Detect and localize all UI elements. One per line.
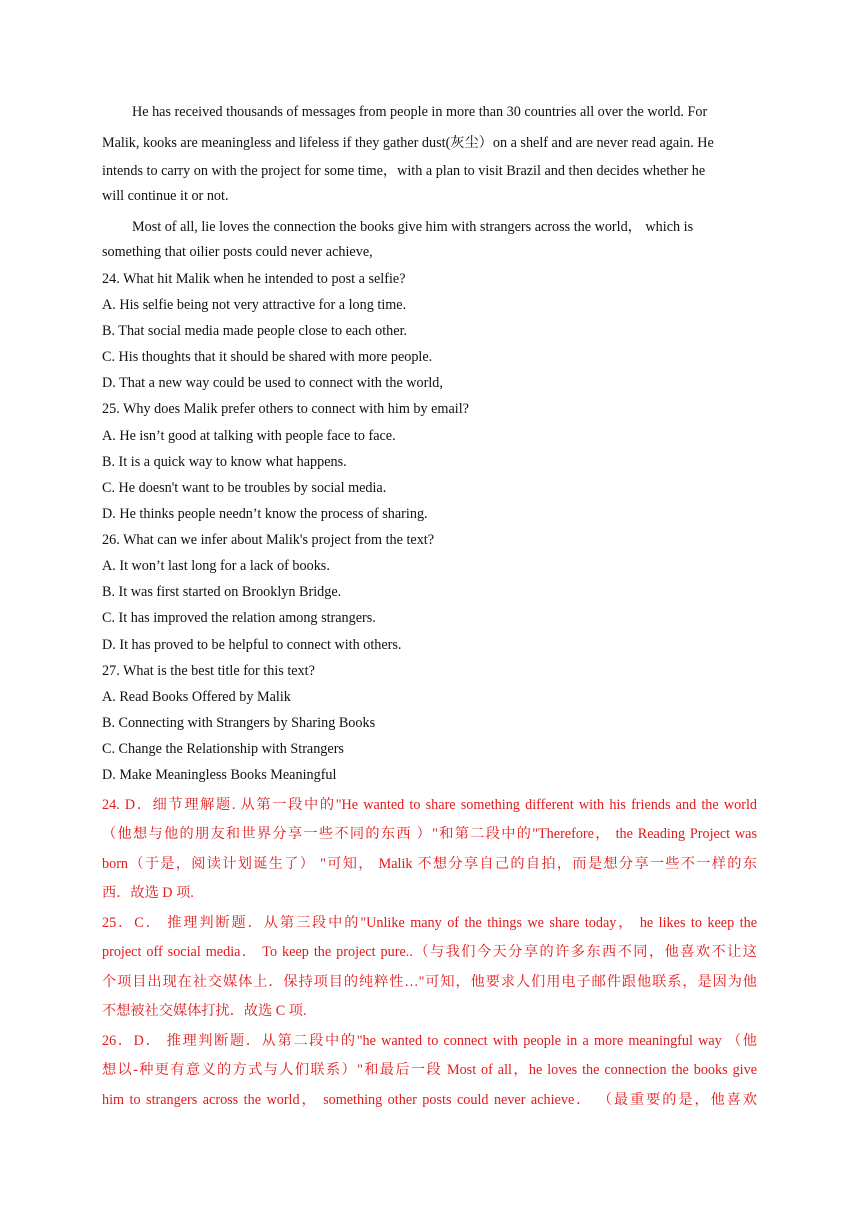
- passage-line: He has received thousands of messages from people in more than 30 countries all over the world. For: [132, 104, 708, 120]
- passage-line: intends to carry on with the project for some time，with a plan to visit Brazil and then decides whether he: [102, 163, 706, 179]
- answer-line: （他想与他的朋友和世界分享一些不同的东西 ）"和第二段中的"Therefore， the Reading Project was: [102, 826, 757, 842]
- question-stem: 27. What is the best title for this text?: [102, 663, 315, 679]
- answer-line: 不想被社交媒体打扰．故选 C 项.: [102, 1003, 307, 1019]
- question-option: B. Connecting with Strangers by Sharing Books: [102, 715, 376, 731]
- question-option: A. He isn’t good at talking with people face to face.: [102, 428, 396, 444]
- question-option: C. It has improved the relation among strangers.: [102, 610, 376, 626]
- question-option: A. His selfie being not very attractive for a long time.: [102, 297, 407, 313]
- answer-line: project off social media． To keep the project pure..（与我们今天分享的许多东西不同，他喜欢不让这: [102, 944, 757, 960]
- answer-line: 西．故选 D 项.: [102, 885, 194, 901]
- question-option: B. That social media made people close to each other.: [102, 323, 408, 339]
- question-stem: 26. What can we infer about Malik's project from the text?: [102, 532, 435, 548]
- question-option: A. It won’t last long for a lack of books.: [102, 558, 330, 574]
- question-option: B. It was first started on Brooklyn Bridge.: [102, 584, 342, 600]
- question-option: C. His thoughts that it should be shared with more people.: [102, 349, 433, 365]
- question-option: C. He doesn't want to be troubles by social media.: [102, 480, 387, 496]
- question-stem: 24. What hit Malik when he intended to post a selfie?: [102, 271, 406, 287]
- passage-line: will continue it or not.: [102, 188, 229, 204]
- answer-line: 想以-种更有意义的方式与人们联系）"和最后一段 Most of all，he loves the connection the books give: [102, 1062, 757, 1078]
- answer-line: 24. D．细节理解题. 从第一段中的"He wanted to share something different with his friends and the world: [102, 797, 757, 813]
- answer-line: him to strangers across the world， something other posts could never achieve． （最重要的是，他喜欢: [102, 1092, 757, 1108]
- question-option: D. It has proved to be helpful to connect with others.: [102, 637, 402, 653]
- question-option: D. That a new way could be used to connect with the world,: [102, 375, 443, 391]
- question-stem: 25. Why does Malik prefer others to connect with him by email?: [102, 401, 469, 417]
- passage-line: Malik, kooks are meaningless and lifeless if they gather dust(灰尘）on a shelf and are never read again. He: [102, 135, 714, 151]
- answer-line: born（于是，阅读计划诞生了） "可知， Malik 不想分享自己的自拍，而是想分享一些不一样的东: [102, 856, 757, 872]
- question-option: D. Make Meaningless Books Meaningful: [102, 767, 337, 783]
- answer-line: 25．C． 推理判断题．从第三段中的"Unlike many of the things we share today， he likes to keep the: [102, 915, 757, 931]
- question-option: B. It is a quick way to know what happens.: [102, 454, 347, 470]
- passage-line: something that oilier posts could never achieve,: [102, 244, 373, 260]
- passage-line: Most of all, lie loves the connection the books give him with strangers across the world， which is: [132, 219, 694, 235]
- question-option: C. Change the Relationship with Strangers: [102, 741, 344, 757]
- question-option: A. Read Books Offered by Malik: [102, 689, 291, 705]
- question-option: D. He thinks people needn’t know the process of sharing.: [102, 506, 428, 522]
- answer-line: 个项目出现在社交媒体上．保持项目的纯粹性…"可知，他要求人们用电子邮件跟他联系，是因为他: [102, 974, 757, 990]
- answer-line: 26．D． 推理判断题．从第二段中的"he wanted to connect with people in a more meaningful way （他: [102, 1033, 757, 1049]
